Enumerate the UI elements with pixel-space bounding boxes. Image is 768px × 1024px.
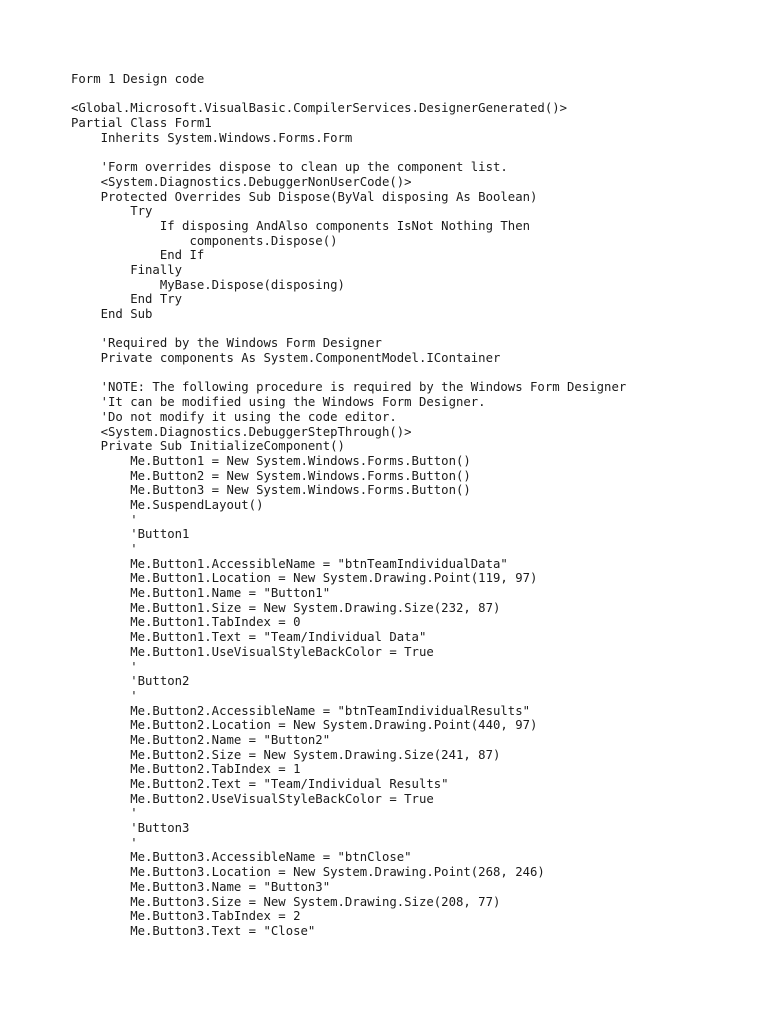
code-line: Me.Button1.UseVisualStyleBackColor = True: [71, 644, 434, 659]
code-line: Me.Button2.Size = New System.Drawing.Size(241, 87): [71, 747, 501, 762]
code-line: If disposing AndAlso components IsNot Nothing Then: [71, 218, 531, 233]
code-block: [71, 101, 761, 938]
code-line: 'Button2: [71, 674, 190, 689]
code-line: Me.Button2.Text = "Team/Individual Results": [71, 777, 449, 791]
document-title: Form 1 Design code: [71, 72, 205, 86]
code-line: 'It can be modified using the Windows Form Designer.: [71, 395, 486, 410]
code-line: Me.Button1.Location = New System.Drawing.Point(119, 97): [71, 571, 538, 586]
code-line: ': [71, 806, 138, 821]
code-line: Me.Button3 = New System.Windows.Forms.Button(): [71, 483, 471, 498]
code-line: Inherits System.Windows.Forms.Form: [71, 130, 353, 145]
code-line: 'Button1: [71, 527, 190, 542]
code-line: Me.Button2.Location = New System.Drawing.Point(440, 97): [71, 718, 538, 733]
code-line: Me.Button3.Location = New System.Drawing.Point(268, 246): [71, 865, 545, 880]
code-line: 'Button3: [71, 821, 190, 836]
code-line: Me.SuspendLayout(): [71, 497, 264, 512]
document-page: [71, 72, 761, 939]
code-line: Me.Button3.Name = "Button3": [71, 879, 331, 894]
code-line: Me.Button2.TabIndex = 1: [71, 762, 301, 777]
code-line: End Try: [71, 292, 183, 307]
code-line: components.Dispose(): [71, 233, 338, 248]
code-line: Private components As System.ComponentModel.IContainer: [71, 351, 501, 366]
blank-line: [71, 366, 761, 381]
blank-line: [71, 322, 761, 337]
blank-line: [71, 145, 761, 160]
code-line: ': [71, 688, 138, 703]
code-line: Me.Button3.Text = "Close": [71, 923, 316, 938]
code-line: 'NOTE: The following procedure is required by the Windows Form Designer: [71, 380, 627, 395]
code-line: Try: [71, 204, 153, 219]
code-line: <System.Diagnostics.DebuggerStepThrough()>: [71, 424, 412, 439]
code-line: Partial Class Form1: [71, 116, 212, 131]
code-line: Me.Button1.Text = "Team/Individual Data": [71, 630, 427, 645]
code-line: Private Sub InitializeComponent(): [71, 439, 345, 454]
code-line: Me.Button3.Size = New System.Drawing.Size(208, 77): [71, 894, 501, 909]
code-line: End Sub: [71, 307, 153, 321]
code-line: <System.Diagnostics.DebuggerNonUserCode()>: [71, 174, 412, 189]
code-line: Me.Button2.Name = "Button2": [71, 732, 331, 747]
code-line: Me.Button2 = New System.Windows.Forms.Button(): [71, 468, 471, 483]
code-line: <Global.Microsoft.VisualBasic.CompilerServices.DesignerGenerated()>: [71, 101, 568, 116]
code-line: Me.Button1.Size = New System.Drawing.Size(232, 87): [71, 600, 501, 615]
code-line: Me.Button1.AccessibleName = "btnTeamIndividualData": [71, 556, 508, 571]
code-line: Me.Button1 = New System.Windows.Forms.Button(): [71, 453, 471, 468]
code-line: Me.Button2.UseVisualStyleBackColor = True: [71, 791, 434, 806]
code-line: 'Do not modify it using the code editor.: [71, 409, 397, 424]
code-line: Protected Overrides Sub Dispose(ByVal disposing As Boolean): [71, 189, 538, 204]
code-line: ': [71, 512, 138, 527]
code-line: Me.Button1.TabIndex = 0: [71, 615, 301, 630]
code-line: Me.Button1.Name = "Button1": [71, 586, 331, 601]
code-line: ': [71, 542, 138, 556]
code-line: 'Form overrides dispose to clean up the component list.: [71, 160, 508, 175]
code-line: Me.Button2.AccessibleName = "btnTeamIndividualResults": [71, 703, 531, 718]
code-line: MyBase.Dispose(disposing): [71, 277, 345, 292]
code-line: 'Required by the Windows Form Designer: [71, 336, 382, 351]
code-line: ': [71, 835, 138, 850]
code-line: ': [71, 659, 138, 674]
code-line: Finally: [71, 262, 183, 277]
code-line: End If: [71, 248, 205, 263]
code-line: Me.Button3.TabIndex = 2: [71, 909, 301, 924]
code-line: Me.Button3.AccessibleName = "btnClose": [71, 850, 412, 865]
